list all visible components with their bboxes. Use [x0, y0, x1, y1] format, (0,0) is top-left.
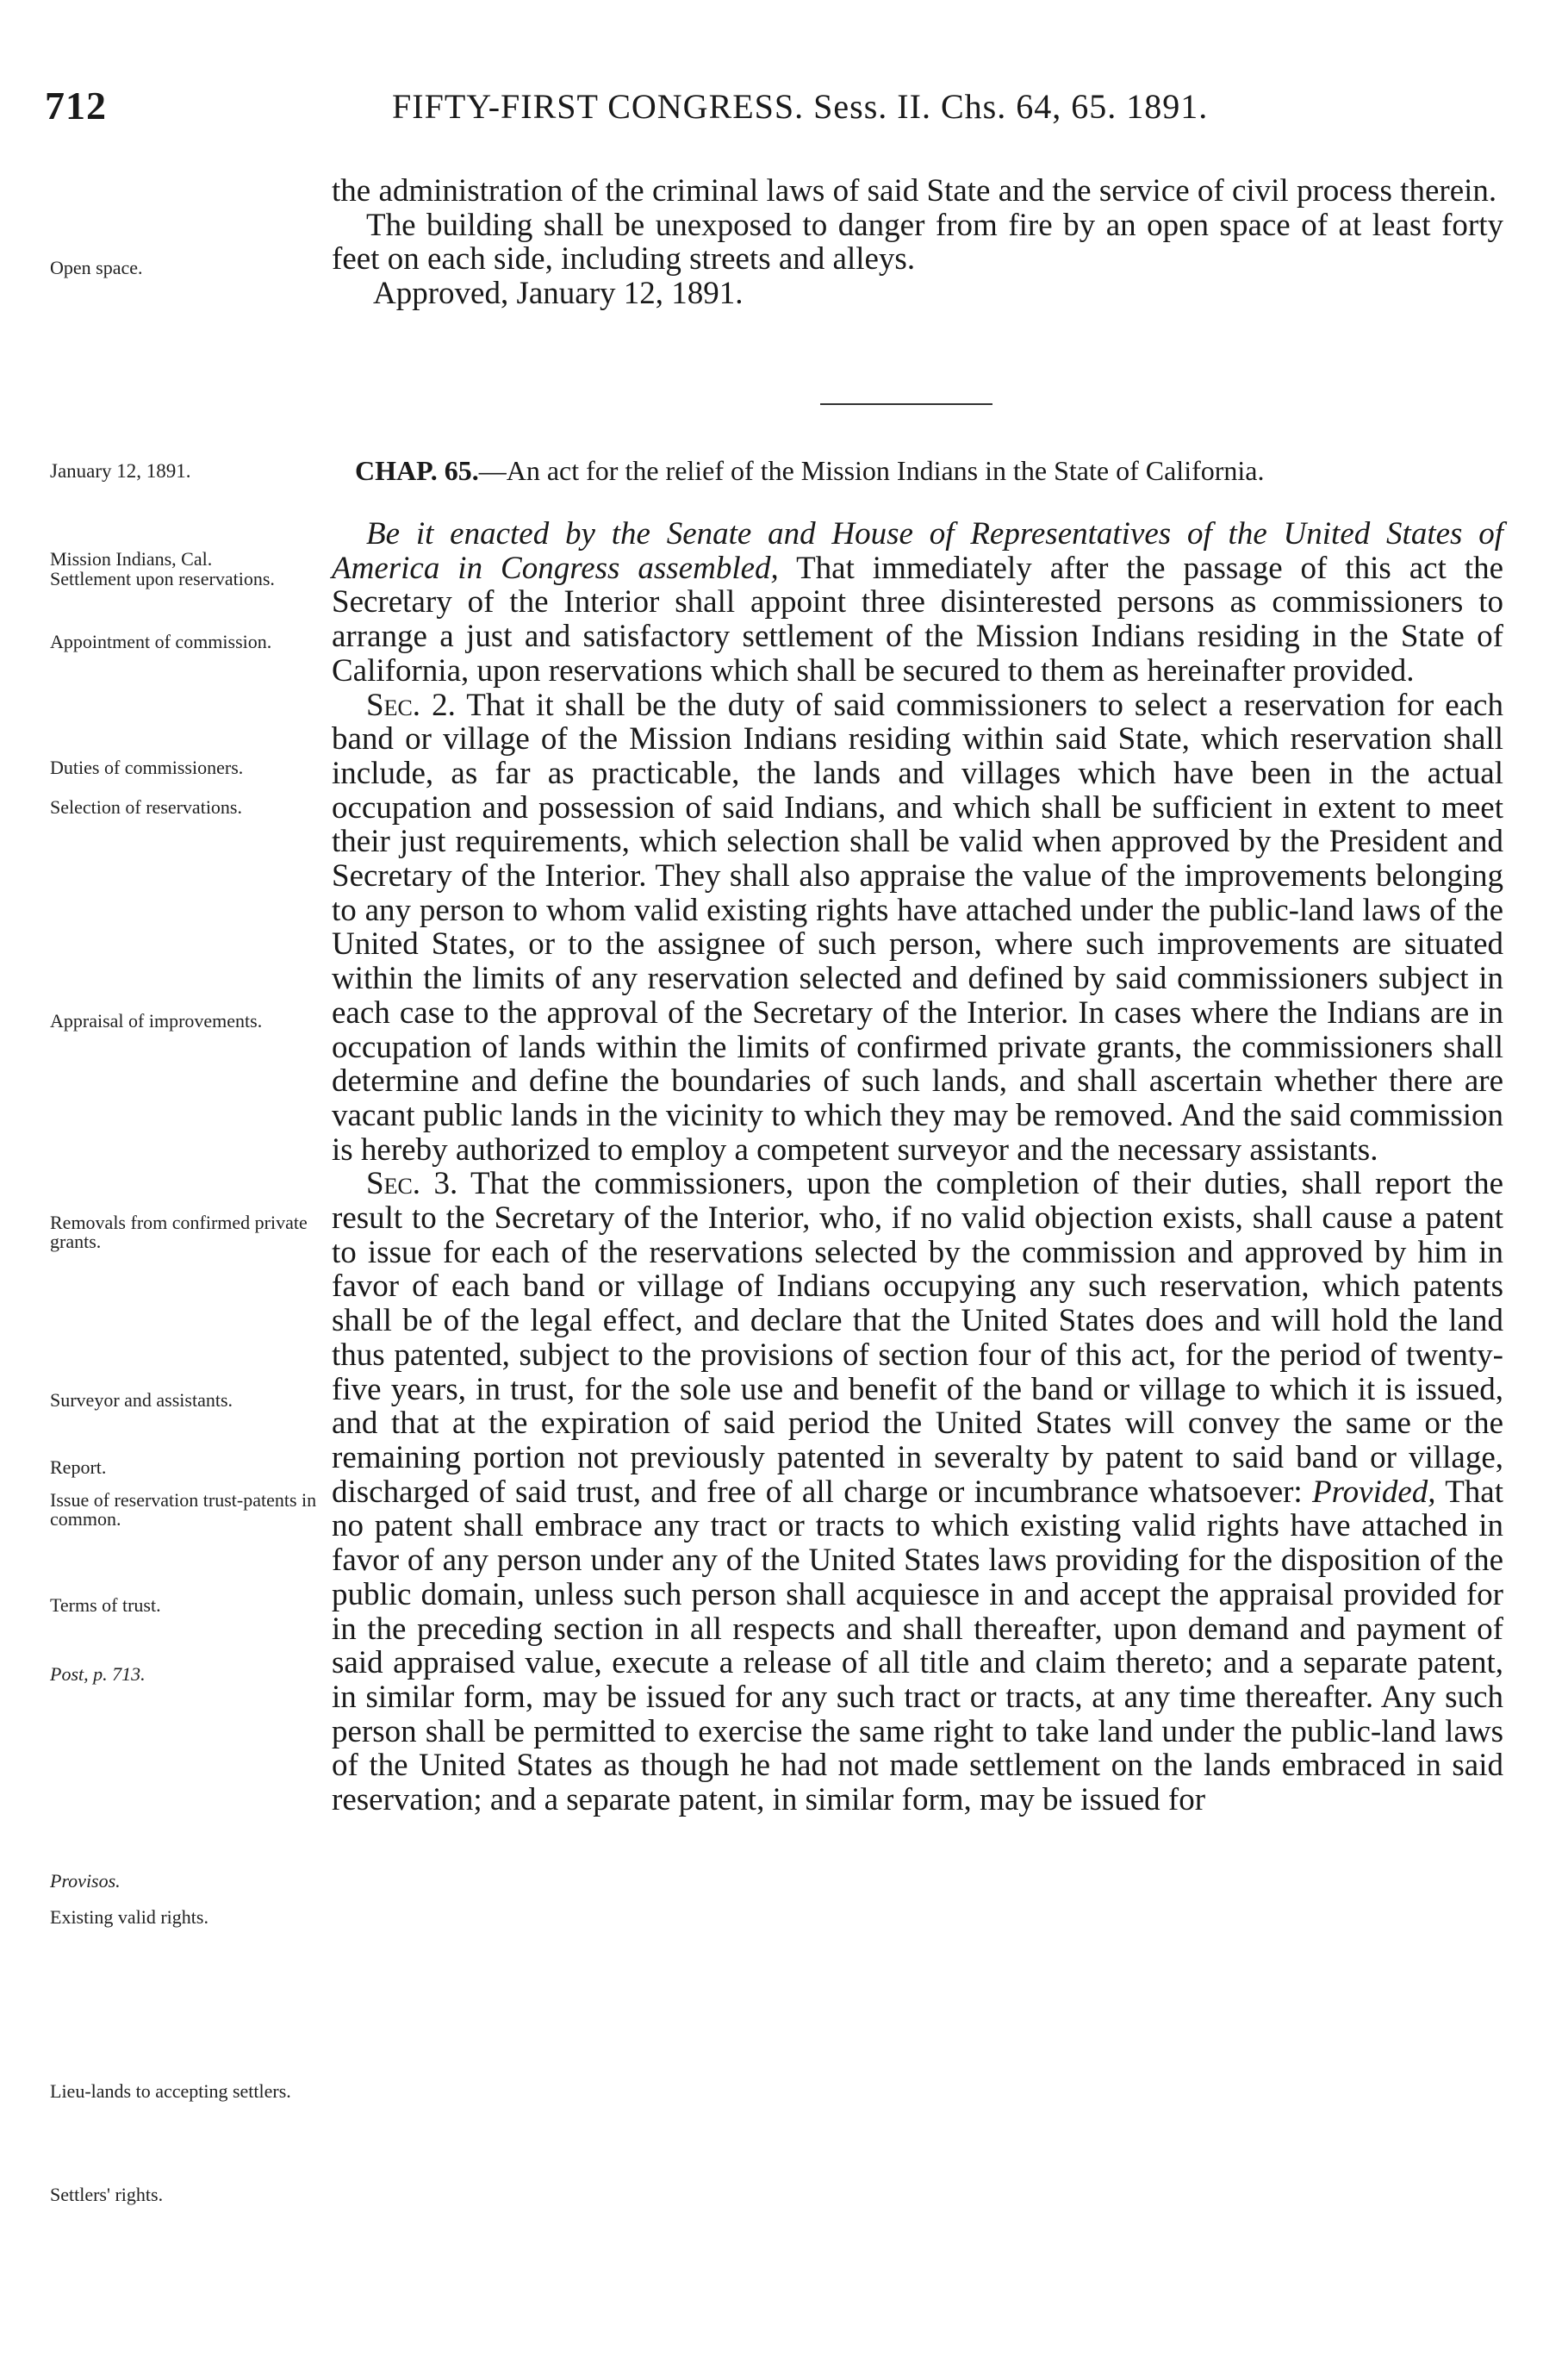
section-2-text: That it shall be the duty of said commissioners to select a reservation for each band or village of the Mission Indians residing within said State, which reservation shall include, as far as practicable, the lands and villages which have been in the actual occupation and possession of said Indians, and which shall be sufficient in extent to meet their just requirements, which selection shall be valid when approved by the President and Secretary of the Interior. They shall also appraise the value of the improvements belonging to any person to whom valid existing rights have attached under the public-land laws of the United States, or to the assignee of such person, where such improvements are situated within the limits of any reservation selected and defined by said commissioners subject in each case to the approval of the Secretary of the Interior. In cases where the Indians are in occupation of lands within the limits of confirmed private grants, the commissioners shall determine and define the boundaries of such lands, and shall ascertain whether there are vacant public lands in the vicinity to which they may be removed. And the said commission is hereby authorized to employ a competent surveyor and the necessary assistants. — [332, 687, 1503, 1168]
section-2-label: Sec. 2. — [366, 687, 456, 723]
margin-note-issue-patents: Issue of reservation trust-patents in common. — [50, 1489, 317, 1530]
chapter-title — [355, 455, 1264, 487]
margin-note-report: Report. — [50, 1456, 107, 1478]
section-1-paragraph — [332, 517, 1503, 689]
section-2-paragraph — [332, 689, 1503, 1168]
proviso-label: Provided, — [1312, 1474, 1436, 1510]
section-1-text: That immediately after the passage of this act the Secretary of the Interior shall appoint three disinterested persons as commissioners to arrange a just and satisfactory settlement of the Mission Indians residing in the State of California, upon reservations which shall be secured to them as hereinafter provided. — [332, 550, 1503, 689]
margin-note-appointment: Appointment of commission. — [50, 631, 272, 652]
page-header — [0, 83, 1568, 134]
running-head: FIFTY-FIRST CONGRESS. Sess. II. Chs. 64, 65. 1891. — [392, 87, 1209, 126]
enacting-clause: Be it enacted by the Senate and House of Representatives of the United States of America in Congress assembled, — [332, 516, 1503, 586]
margin-note-post-ref: Post, p. 713. — [50, 1663, 146, 1685]
chapter-64-end — [332, 174, 1503, 311]
chapter-date-note: January 12, 1891. — [50, 460, 191, 482]
margin-note-terms-of-trust: Terms of trust. — [50, 1594, 161, 1616]
proviso-text: That no patent shall embrace any tract or tracts to which existing valid rights have attached in favor of any person under any of the United States laws providing for the disposition of the public domain, unless such person shall acquiesce in and accept the appraisal provided for in the preceding section in all respects and shall thereafter, upon demand and payment of said appraised value, execute a release of all title and claim thereto; and a separate patent, in similar form, may be issued for any such tract or tracts, at any time thereafter. Any such person shall be permitted to exercise the same right to take land under the public-land laws of the United States as though he had not made settlement on the lands embraced in said reservation; and a separate patent, in similar form, may be issued for — [332, 1474, 1503, 1818]
section-3-text: That the commissioners, upon the completion of their duties, shall report the result to the Secretary of the Interior, who, if no valid objection exists, shall cause a patent to issue for each of the reservations selected by the commission and approved by him in favor of each band or village of Indians occupying any such reservation, which patents shall be of the legal effect, and declare that the United States does and will hold the land thus patented, subject to the provisions of section four of this act, for the period of twenty-five years, in trust, for the sole use and benefit of the band or village to which it is issued, and that at the expiration of said period the United States will convey the same or the remaining portion not previously patented in severalty by patent to said band or village, discharged of said trust, and free of all charge or incumbrance whatsoever: — [332, 1166, 1503, 1510]
margin-note-surveyor: Surveyor and assistants. — [50, 1389, 233, 1411]
page-number: 712 — [45, 84, 107, 128]
approved-line: Approved, January 12, 1891. — [373, 276, 744, 312]
margin-note-duties: Duties of commissioners. — [50, 757, 244, 778]
margin-note-lieu-lands: Lieu-lands to accepting settlers. — [50, 2080, 291, 2102]
margin-note-open-space: Open space. — [50, 257, 143, 278]
open-space-paragraph: The building shall be unexposed to danger from fire by an open space of at least forty feet on each side, including streets and alleys. — [332, 207, 1503, 277]
chapter-label: CHAP. 65. — [355, 455, 479, 486]
margin-note-removals: Removals from confirmed private grants. — [50, 1212, 308, 1252]
margin-note-settlement: Settlement upon reservations. — [50, 568, 275, 589]
margin-note-provisos: Provisos. — [50, 1870, 121, 1892]
margin-note-existing-rights: Existing valid rights. — [50, 1906, 208, 1928]
section-divider — [820, 403, 992, 405]
section-3-paragraph — [332, 1167, 1503, 1817]
margin-note-selection: Selection of reservations. — [50, 796, 242, 818]
chapter-title-text: —An act for the relief of the Mission Indians in the State of California. — [478, 455, 1265, 486]
margin-note-appraisal: Appraisal of improvements. — [50, 1010, 263, 1032]
margin-note-mission-indians: Mission Indians, Cal. — [50, 548, 213, 570]
margin-note-settlers-rights: Settlers' rights. — [50, 2184, 164, 2205]
chapter-65-body — [332, 517, 1503, 1817]
section-3-label: Sec. 3. — [366, 1166, 458, 1202]
continuation-paragraph: the administration of the criminal laws of said State and the service of civil process therein. — [332, 173, 1497, 209]
